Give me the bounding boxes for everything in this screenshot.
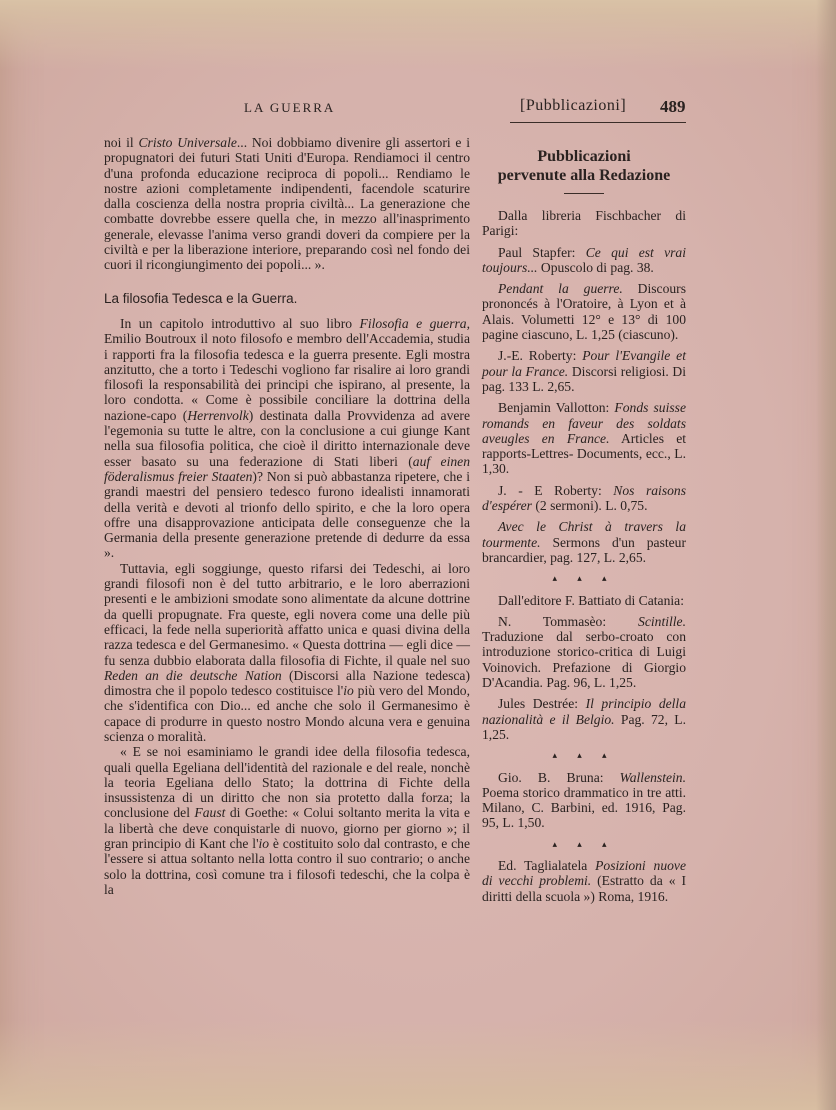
italic-run: Herrenvolk — [187, 407, 249, 423]
title-line: pervenute alla Redazione — [497, 167, 671, 184]
italic-run: Faust — [194, 805, 226, 821]
publication-entry — [482, 696, 686, 742]
text-run: di Goethe: « Colui soltanto merita la vita e la libertà che deve conquistarle di nuovo, giorno per giorno »; il gran principio di Kant che l' — [104, 805, 470, 852]
section-head: [Pubblicazioni] — [520, 97, 627, 114]
italic-run: Reden an die deutsche Nation — [104, 667, 282, 683]
italic-run: io — [343, 683, 354, 699]
text-run: Traduzione dal serbo-croato con introduzione storico-critica di Luigi Voinovich. Prefazione di Giorgio D'Acandia. Pag. 96, L. 1,25. — [482, 629, 686, 691]
publisher-intro: Dall'editore F. Battiato di Catania: — [498, 592, 684, 608]
separator-ornament: ▴ ▴ ▴ — [552, 750, 616, 761]
text-run: « E se noi esaminiamo le grandi idee della filosofia tedesca, quali quella Egeliana dell'identità del razionale e del reale, nonchè la teoria Egeliana dello Stato; la dottrina di Fichte della insussistenza di un diritto che non sia protetto dalla forza; la conclusione del — [104, 744, 470, 821]
italic-run: Scintille. — [638, 613, 686, 629]
italic-run: Il principio della nazionalità e il Belgio. — [482, 696, 686, 727]
publication-entry — [482, 770, 686, 831]
title-line: Pubblicazioni — [537, 148, 631, 165]
page-number: 489 — [660, 97, 686, 116]
separator-ornament: ▴ ▴ ▴ — [552, 573, 616, 584]
text-run: Opuscolo di pag. 38. — [537, 259, 654, 275]
italic-run: Pendant la guerre. — [498, 281, 623, 297]
title-rule — [564, 193, 604, 194]
text-run: (Estratto da « I diritti della scuola ») Roma, 1916. — [482, 873, 686, 904]
paragraph-2 — [104, 561, 470, 745]
text-run: (Discorsi alla Nazione tedesca) dimostra che il popolo tedesco costituisce l' — [104, 667, 470, 699]
italic-run: Ce qui est vrai toujours... — [482, 244, 686, 275]
text-run: Pag. 72, L. 1,25. — [482, 711, 686, 742]
italic-run: Wallenstein. — [619, 769, 686, 785]
text-run: più vero del Mondo, che s'identifica con Dio... ed anche che solo il Germanesimo è capace di produrre in questo nostro Mondo alcuna vera e genuina scienza o moralità. — [104, 683, 470, 744]
publications-title — [482, 147, 686, 185]
publication-entry — [482, 858, 686, 904]
text-run: Sermons d'un pasteur brancardier, pag. 127, L. 2,65. — [482, 534, 686, 565]
text-run: ... Noi dobbiamo divenire gli assertori e i propugnatori dei futuri Stati Uniti d'Europa. Rendiamoci il centro d'una profonda educazione reciproca di popoli... Rendiamo le nostre azioni completamente indipendenti, facendole scaturire dalla coscienza della nostra propria civiltà... La generazione che combatte dovrebbe essere quella che, in mezzo all'inasprimento generale, elevasse l'anima verso grandi doveri da compiere per la civiltà e per la liberazione interiore, preparando così nel fondo dei cuori il ricongiungimento dei popoli... ». — [104, 135, 470, 273]
publication-entry — [482, 519, 686, 565]
text-run: (2 sermoni). L. 0,75. — [531, 498, 648, 514]
text-run: noi il — [104, 135, 139, 150]
text-run: N. Tommasèo: — [498, 613, 639, 629]
text-run: Discorsi religiosi. Di pag. 133 L. 2,65. — [482, 363, 686, 394]
text-run: In un capitolo introduttivo al suo libro — [120, 315, 360, 331]
text-run: Paul Stapfer: — [498, 244, 586, 260]
publication-entry — [482, 348, 686, 394]
paragraph-1 — [104, 316, 470, 561]
italic-run: Posizioni nuove di vecchi problemi. — [482, 857, 686, 889]
text-run: ) destinata dalla Provvidenza ad avere l'egemonia su tutte le altre, con la conclusione a cui giunge Kant nella sua filosofia politica, che cioè il diritto internazionale deve esser basato su una federazione di Stati liberi ( — [104, 407, 470, 469]
right-column — [482, 147, 686, 910]
left-column — [104, 135, 470, 897]
paragraph-3 — [104, 744, 470, 897]
text-run: J.-E. Roberty: — [498, 348, 583, 364]
italic-run: auf einen föderalismus freier Staaten — [104, 453, 470, 484]
publication-entry — [482, 400, 686, 476]
text-run: è costituito solo dal contrasto, e che l'essere si attua soltanto nella lotta contro il suo contrario; o anche solo la dottrina, così comune tra i filosofi tedeschi, che la colpa è la — [104, 836, 470, 897]
publication-entry — [482, 483, 686, 514]
text-run: Tuttavia, egli soggiunge, questo rifarsi dei Tedeschi, ai loro grandi filosofi non è del tutto arbitrario, e le loro aberrazioni presenti e le ambizioni smodate sono alimentate da alcune dottrine da quelli propugnate. Fra queste, egli novera come una delle più efficaci, la fede nella superiorità affatto unica e quasi divina della razza tedesca e del Germanesimo. « Questa dottrina — egli dice — fu senza dubbio elaborata dalla filosofia di Fichte, il quale nel suo — [104, 560, 470, 668]
text-run: Poema storico drammatico in tre atti. Milano, C. Barbini, ed. 1916, Pag. 95, L. 1,50. — [482, 784, 686, 831]
text-run: Gio. B. Bruna: — [498, 769, 620, 785]
paper-edge-right — [816, 0, 836, 1110]
text-run: Jules Destrée: — [498, 696, 586, 712]
text-run: Discours prononcés à l'Oratoire, à Lyon et à Alais. Volumetti 12° e 13° di 100 pagine ciascuno, L. 1,25 (ciascuno). — [482, 281, 686, 343]
separator-ornament: ▴ ▴ ▴ — [552, 838, 616, 849]
text-run: )? Non si può abbastanza ripetere, che i grandi maestri del pensiero tedesco furono idealisti innamorati della verità e devoti al trionfo dello spirito, e che la loro opera offre una disapprovazione anticipata delle conseguenze che la Germania della presente generazione pretende di dedurre da essa ». — [104, 468, 470, 561]
italic-run: Fonds suisse romands en faveur des soldats aveugles en France. — [482, 400, 686, 446]
intro-paragraph — [104, 135, 470, 273]
publication-entry — [482, 281, 686, 342]
text-run: J. - E Roberty: — [498, 482, 614, 498]
running-head: LA GUERRA — [244, 100, 336, 115]
paper-edge-bottom — [0, 1020, 836, 1110]
section-title: La filosofia Tedesca e la Guerra. — [104, 290, 298, 306]
publisher-intro: Dalla libreria Fischbacher di Parigi: — [482, 208, 686, 239]
text-run: Articles et rapports-Lettres- Documents, ecc., L. 1,30. — [482, 430, 687, 477]
italic-run: Cristo Universale — [138, 135, 237, 150]
italic-run: Avec le Christ à travers la tourmente. — [482, 519, 686, 550]
publication-entry — [482, 245, 686, 276]
publication-entry — [482, 614, 686, 690]
text-run: Ed. Taglialatela — [498, 857, 596, 873]
text-run: , Emilio Boutroux il noto filosofo e membro dell'Accademia, studia i rapporti fra la filosofia tedesca e la guerra presente. Egli mostra anzitutto, che a torto i Tedeschi vogliono far risalire ai loro grandi filosofi la responsabilità dei principi che ispirano, al presente, la loro condotta. « Come è possibile conciliare la dottrina della nazione-capo ( — [104, 315, 470, 423]
italic-run: io — [258, 836, 270, 852]
paper-edge-top — [0, 0, 836, 70]
italic-run: Nos raisons d'espérer — [482, 482, 686, 514]
text-run: Benjamin Vallotton: — [498, 400, 615, 416]
header-rule — [510, 122, 686, 123]
italic-run: Pour l'Evangile et pour la France. — [482, 348, 686, 379]
italic-run: Filosofia e guerra — [359, 315, 467, 331]
